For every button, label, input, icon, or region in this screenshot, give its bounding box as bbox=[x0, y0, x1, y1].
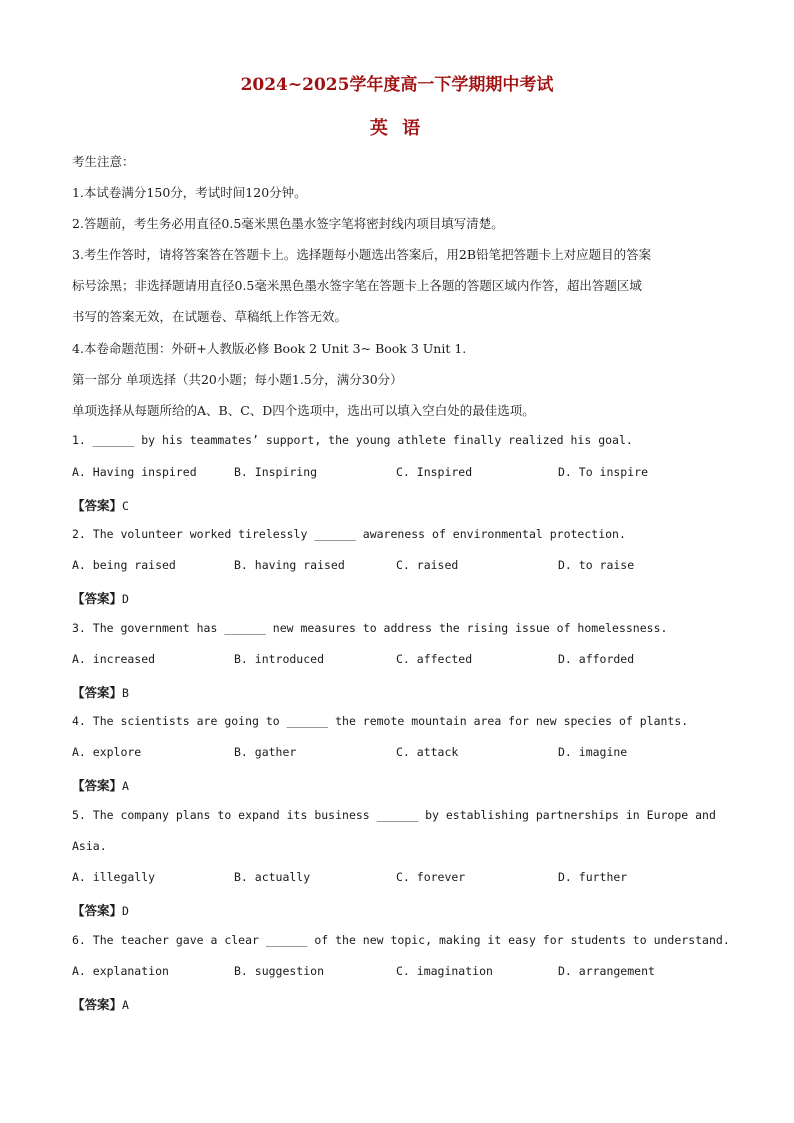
question-4-option-a: A. explore bbox=[72, 745, 142, 759]
question-5-option-a: A. illegally bbox=[72, 870, 156, 884]
answer-label: 【答案】 bbox=[72, 498, 123, 513]
question-6-option-a: A. explanation bbox=[72, 964, 169, 978]
section-instruction: 单项选择从每题所给的A、B、C、D四个选项中，选出可以填入空白处的最佳选项。 bbox=[72, 403, 535, 418]
notice-item-1: 1.本试卷满分150分，考试时间120分钟。 bbox=[72, 185, 307, 200]
question-4-option-c: C. attack bbox=[396, 745, 459, 759]
answer-value: C bbox=[122, 499, 129, 513]
question-2-option-c: C. raised bbox=[396, 558, 459, 572]
question-6-stem: 6. The teacher gave a clear ______ of the new topic, making it easy for students to understand. bbox=[72, 933, 730, 947]
notice-item-3: 3.考生作答时，请将答案答在答题卡上。选择题每小题选出答案后，用2B铅笔把答题卡上对应题目的答案 bbox=[72, 247, 652, 262]
question-4-option-d: D. imagine bbox=[558, 745, 628, 759]
answer-value: D bbox=[122, 904, 129, 918]
notice-item-4: 4.本卷命题范围：外研+人教版必修 Book 2 Unit 3~ Book 3 Unit 1. bbox=[72, 341, 467, 356]
notice-item-3-cont2: 书写的答案无效，在试题卷、草稿纸上作答无效。 bbox=[72, 309, 348, 324]
answer-label: 【答案】 bbox=[72, 591, 123, 606]
question-1-option-c: C. Inspired bbox=[396, 465, 473, 479]
question-6-option-b: B. suggestion bbox=[234, 964, 325, 978]
question-3-stem: 3. The government has ______ new measures to address the rising issue of homelessness. bbox=[72, 621, 668, 635]
question-1-option-d: D. To inspire bbox=[558, 465, 649, 479]
question-5-option-b: B. actually bbox=[234, 870, 311, 884]
answer-label: 【答案】 bbox=[72, 903, 123, 918]
notice-item-3-cont: 标号涂黑；非选择题请用直径0.5毫米黑色墨水签字笔在答题卡上各题的答题区域内作答，超出答题区域 bbox=[72, 278, 642, 293]
question-2-answer bbox=[72, 589, 129, 607]
question-6-option-d: D. arrangement bbox=[558, 964, 655, 978]
question-3-option-a: A. increased bbox=[72, 652, 156, 666]
question-5-stem: 5. The company plans to expand its business ______ by establishing partnerships in Europe and bbox=[72, 808, 716, 822]
question-1-stem: 1. ______ by his teammates’ support, the young athlete finally realized his goal. bbox=[72, 433, 633, 447]
question-4-option-b: B. gather bbox=[234, 745, 297, 759]
question-2-option-a: A. being raised bbox=[72, 558, 176, 572]
answer-value: D bbox=[122, 592, 129, 606]
question-5-option-d: D. further bbox=[558, 870, 628, 884]
question-1-option-b: B. Inspiring bbox=[234, 465, 318, 479]
question-2-stem: 2. The volunteer worked tirelessly ______ awareness of environmental protection. bbox=[72, 527, 626, 541]
section-title: 第一部分 单项选择（共20小题；每小题1.5分，满分30分） bbox=[72, 372, 403, 387]
question-2-option-b: B. having raised bbox=[234, 558, 345, 572]
question-6-answer bbox=[72, 995, 129, 1013]
question-3-option-b: B. introduced bbox=[234, 652, 325, 666]
answer-label: 【答案】 bbox=[72, 778, 123, 793]
question-1-option-a: A. Having inspired bbox=[72, 465, 197, 479]
answer-label: 【答案】 bbox=[72, 997, 123, 1012]
answer-label: 【答案】 bbox=[72, 685, 123, 700]
question-3-answer bbox=[72, 683, 129, 701]
subject-title: 英 语 bbox=[369, 118, 425, 139]
question-2-option-d: D. to raise bbox=[558, 558, 635, 572]
notice-heading: 考生注意： bbox=[72, 154, 135, 169]
notice-item-2: 2.答题前，考生务必用直径0.5毫米黑色墨水签字笔将密封线内项目填写清楚。 bbox=[72, 216, 504, 231]
answer-value: A bbox=[122, 779, 129, 793]
question-4-stem: 4. The scientists are going to ______ the remote mountain area for new species of plants. bbox=[72, 714, 689, 728]
question-5-stem-continued: Asia. bbox=[72, 839, 107, 853]
question-1-answer bbox=[72, 496, 129, 514]
exam-title: 2024~2025学年度高一下学期期中考试 bbox=[240, 75, 554, 95]
question-5-option-c: C. forever bbox=[396, 870, 466, 884]
question-6-option-c: C. imagination bbox=[396, 964, 493, 978]
question-4-answer bbox=[72, 776, 129, 794]
answer-value: A bbox=[122, 998, 129, 1012]
answer-value: B bbox=[122, 686, 129, 700]
question-3-option-d: D. afforded bbox=[558, 652, 635, 666]
question-5-answer bbox=[72, 901, 129, 919]
question-3-option-c: C. affected bbox=[396, 652, 473, 666]
